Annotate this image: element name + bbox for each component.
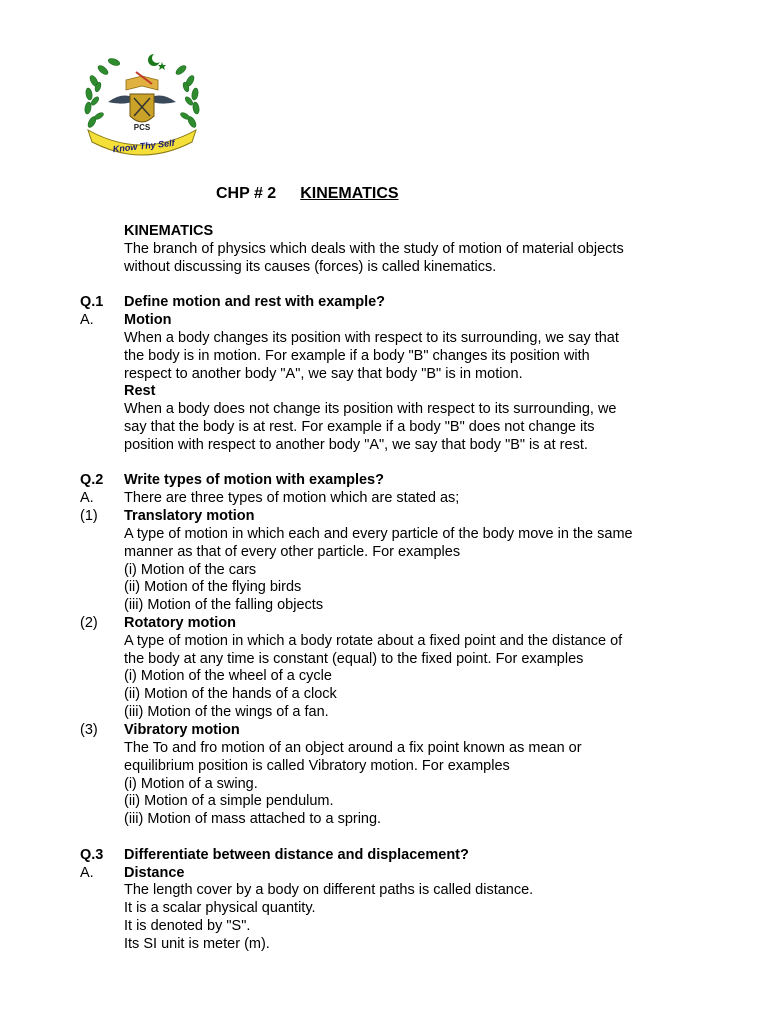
heading-line: Motion xyxy=(124,312,172,328)
heading-line: Rest xyxy=(124,383,156,399)
chapter-number: CHP # 2 xyxy=(216,185,277,202)
heading-line: Rotatory motion xyxy=(124,615,236,631)
text-line: position with respect to another body "A", we say that body "B" is at rest. xyxy=(124,437,588,453)
item-label: (1) xyxy=(80,508,98,524)
text-line: When a body changes its position with respect to its surrounding, we say that xyxy=(124,330,619,346)
item-label: Q.1 xyxy=(80,294,104,310)
text-line: (ii) Motion of the hands of a clock xyxy=(124,686,337,702)
text-line: the body at any time is constant (equal) to the fixed point. For examples xyxy=(124,651,584,667)
text-line: The length cover by a body on different paths is called distance. xyxy=(124,882,534,898)
text-line: equilibrium position is called Vibratory motion. For examples xyxy=(124,758,510,774)
text-line: Its SI unit is meter (m). xyxy=(124,936,270,952)
text-line: (iii) Motion of mass attached to a spring. xyxy=(124,811,382,827)
text-line: A type of motion in which each and every particle of the body move in the same xyxy=(124,526,633,542)
text-line: A type of motion in which a body rotate about a fixed point and the distance of xyxy=(124,633,623,649)
item-label: A. xyxy=(80,865,94,881)
heading-line: Differentiate between distance and displacement? xyxy=(124,847,469,863)
text-line: When a body does not change its position with respect to its surrounding, we xyxy=(124,401,617,417)
item-label: (2) xyxy=(80,615,98,631)
text-line: (i) Motion of the wheel of a cycle xyxy=(124,668,332,684)
heading-line: KINEMATICS xyxy=(124,223,214,239)
text-line: (iii) Motion of the wings of a fan. xyxy=(124,704,329,720)
logo-motto: Know Thy Self xyxy=(112,137,176,155)
text-line: (iii) Motion of the falling objects xyxy=(124,597,324,613)
text-line: It is denoted by "S". xyxy=(124,918,251,934)
text-line: (ii) Motion of the flying birds xyxy=(124,579,302,595)
heading-line: Translatory motion xyxy=(124,508,255,524)
item-label: Q.3 xyxy=(80,847,104,863)
text-line: (i) Motion of the cars xyxy=(124,562,257,578)
text-line: respect to another body "A", we say that body "B" is in motion. xyxy=(124,366,523,382)
text-line: The To and fro motion of an object around a fix point known as mean or xyxy=(124,740,582,756)
text-line: the body is in motion. For example if a body "B" changes its position with xyxy=(124,348,590,364)
text-line: The branch of physics which deals with the study of motion of material objects xyxy=(124,241,624,257)
heading-line: Define motion and rest with example? xyxy=(124,294,386,310)
heading-line: Distance xyxy=(124,865,185,881)
text-line: say that the body is at rest. For example if a body "B" does not change its xyxy=(124,419,595,435)
chapter-title: KINEMATICS xyxy=(300,185,399,202)
text-line: It is a scalar physical quantity. xyxy=(124,900,316,916)
item-label: A. xyxy=(80,312,94,328)
text-line: without discussing its causes (forces) is called kinematics. xyxy=(124,259,497,275)
heading-line: Write types of motion with examples? xyxy=(124,472,384,488)
logo-text: PCS xyxy=(133,123,151,132)
item-label: A. xyxy=(80,490,94,506)
text-line: (i) Motion of a swing. xyxy=(124,776,258,792)
heading-line: Vibratory motion xyxy=(124,722,240,738)
text-line: (ii) Motion of a simple pendulum. xyxy=(124,793,334,809)
item-label: (3) xyxy=(80,722,98,738)
text-line: There are three types of motion which are stated as; xyxy=(124,490,460,506)
item-label: Q.2 xyxy=(80,472,104,488)
chapter-heading xyxy=(216,184,399,204)
pcs-logo xyxy=(78,50,206,160)
text-line: manner as that of every other particle. For examples xyxy=(124,544,461,560)
